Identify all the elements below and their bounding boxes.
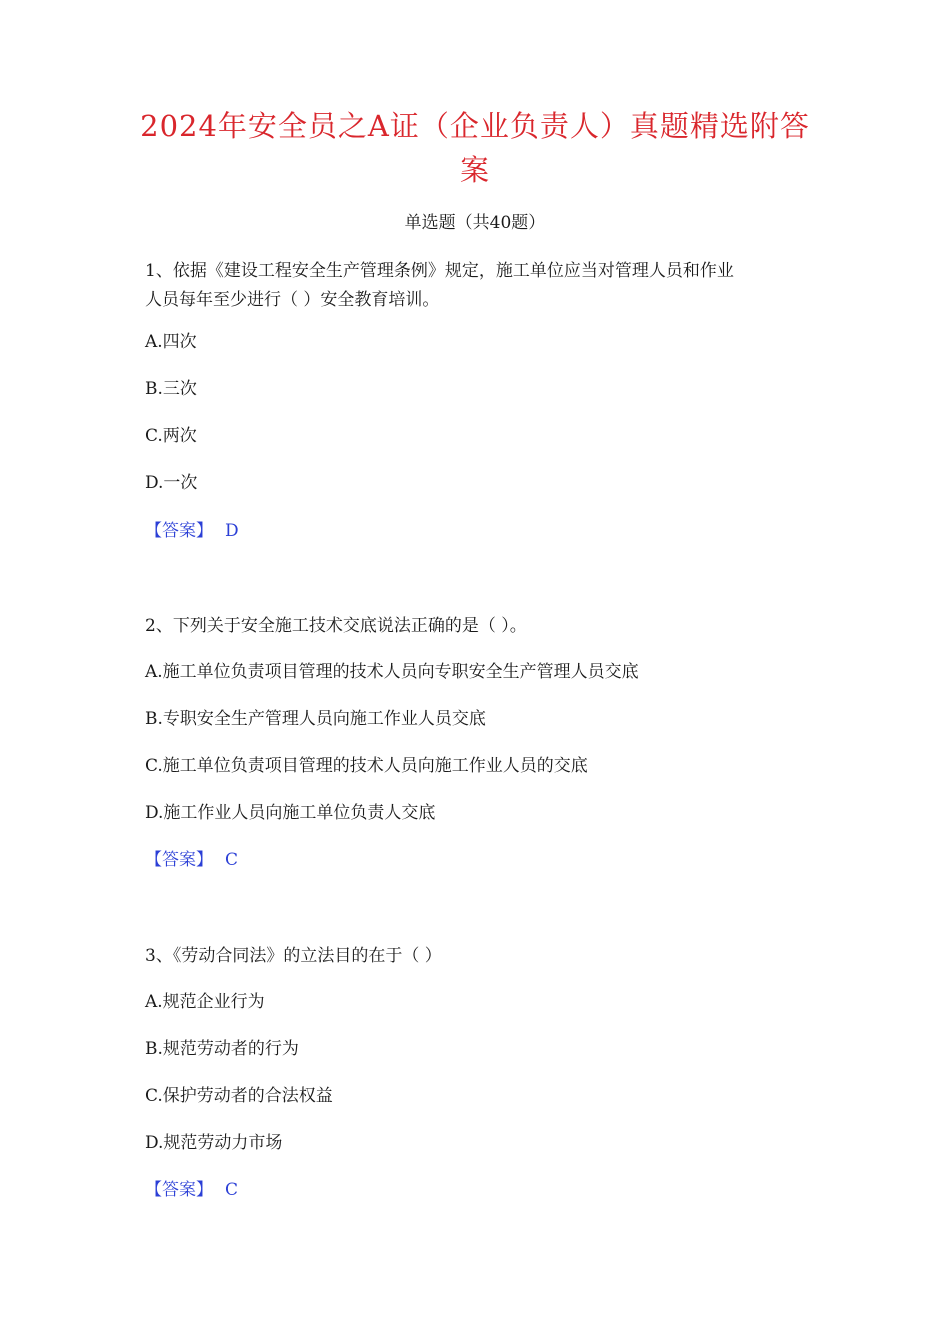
question-1-option-b: B.三次 [145,379,197,399]
question-2-option-a: A.施工单位负责项目管理的技术人员向专职安全生产管理人员交底 [145,662,639,682]
question-1-option-c: C.两次 [145,426,197,446]
title-line-1: 2024年安全员之A证（企业负责人）真题精选附答 [140,109,810,143]
question-3-answer [145,1178,238,1202]
question-2-answer [145,848,238,872]
question-3-line-1: 3、《劳动合同法》的立法目的在于（ ） [145,946,442,966]
question-1-option-d: D.一次 [145,473,198,493]
document-title [130,104,820,192]
answer-value: C [225,1180,239,1200]
answer-label: 【答案】 [145,521,213,541]
question-2-option-d: D.施工作业人员向施工单位负责人交底 [145,803,436,823]
question-3-option-d: D.规范劳动力市场 [145,1133,283,1153]
title-line-2: 案 [459,153,490,187]
answer-value: D [225,521,239,541]
question-3-option-c: C.保护劳动者的合法权益 [145,1086,333,1106]
question-2-line-1: 2、下列关于安全施工技术交底说法正确的是（ ）。 [145,616,527,636]
question-1-option-a: A.四次 [145,332,197,352]
answer-value: C [225,850,239,870]
question-3-option-b: B.规范劳动者的行为 [145,1039,299,1059]
answer-label: 【答案】 [145,1180,213,1200]
question-1-answer [145,519,239,543]
question-2-option-b: B.专职安全生产管理人员向施工作业人员交底 [145,709,486,729]
question-3-text [145,942,825,971]
question-1-text [145,257,825,315]
question-1-line-1: 1、依据《建设工程安全生产管理条例》规定，施工单位应当对管理人员和作业 [145,261,734,281]
question-2-text [145,612,825,641]
answer-label: 【答案】 [145,850,213,870]
section-heading: 单选题（共40题） [404,213,546,233]
question-3-option-a: A.规范企业行为 [145,992,265,1012]
question-2-option-c: C.施工单位负责项目管理的技术人员向施工作业人员的交底 [145,756,588,776]
question-1-line-2: 人员每年至少进行（ ）安全教育培训。 [145,290,440,310]
